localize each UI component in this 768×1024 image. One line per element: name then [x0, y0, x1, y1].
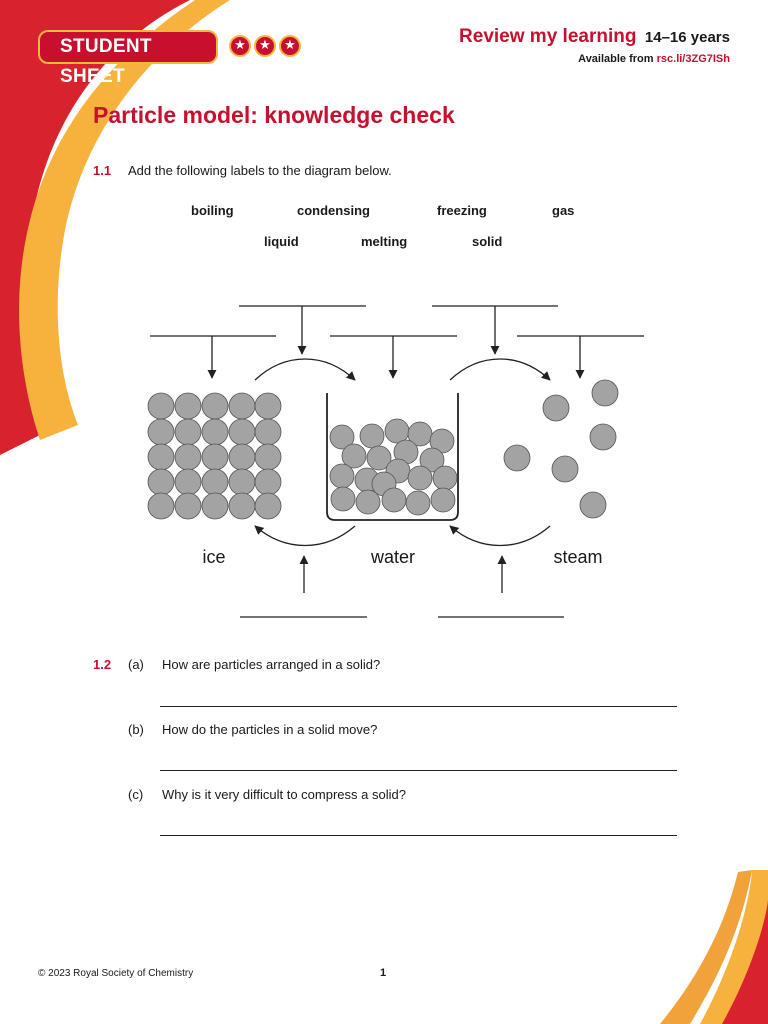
label-word: melting	[361, 234, 408, 249]
question-text: How do the particles in a solid move?	[162, 722, 378, 737]
liquid-particles	[330, 419, 457, 515]
question-text: How are particles arranged in a solid?	[162, 657, 381, 672]
availability	[459, 53, 730, 65]
answer-line[interactable]	[160, 706, 677, 707]
star-icon: ★	[229, 35, 251, 57]
gas-particles	[504, 380, 618, 518]
label-word: boiling	[191, 203, 234, 218]
page-number: 1	[380, 967, 387, 979]
part-letter: (b)	[128, 722, 144, 737]
footer-copyright: © 2023 Royal Society of Chemistry	[38, 968, 194, 979]
question-text: Why is it very difficult to compress a solid?	[162, 787, 406, 802]
label-word: solid	[472, 234, 503, 249]
question-number: 1.1	[93, 163, 112, 178]
label-word: liquid	[264, 234, 299, 249]
part-letter: (c)	[128, 787, 144, 802]
label-word: condensing	[297, 203, 370, 218]
review-title: Review my learning	[459, 26, 637, 47]
difficulty-stars	[229, 35, 301, 57]
page-title: Particle model: knowledge check	[93, 102, 455, 128]
answer-line[interactable]	[160, 770, 677, 771]
part-letter: (a)	[128, 657, 144, 672]
label-word: freezing	[437, 203, 487, 218]
question-number: 1.2	[93, 657, 112, 672]
review-header	[459, 26, 730, 65]
state-label-steam: steam	[553, 547, 603, 567]
star-icon: ★	[254, 35, 276, 57]
solid-particles	[148, 393, 281, 519]
available-label: Available from	[578, 53, 654, 65]
age-range: 14–16 years	[644, 29, 730, 46]
states-of-matter-diagram	[0, 290, 768, 630]
state-label-water: water	[370, 547, 416, 567]
answer-line[interactable]	[160, 835, 677, 836]
label-word: gas	[552, 203, 575, 218]
state-label-ice: ice	[202, 547, 226, 567]
student-sheet-badge: STUDENT SHEET	[38, 30, 218, 64]
question-text: Add the following labels to the diagram below.	[128, 163, 392, 178]
star-icon: ★	[279, 35, 301, 57]
resource-link[interactable]: rsc.li/3ZG7ISh	[656, 53, 730, 65]
